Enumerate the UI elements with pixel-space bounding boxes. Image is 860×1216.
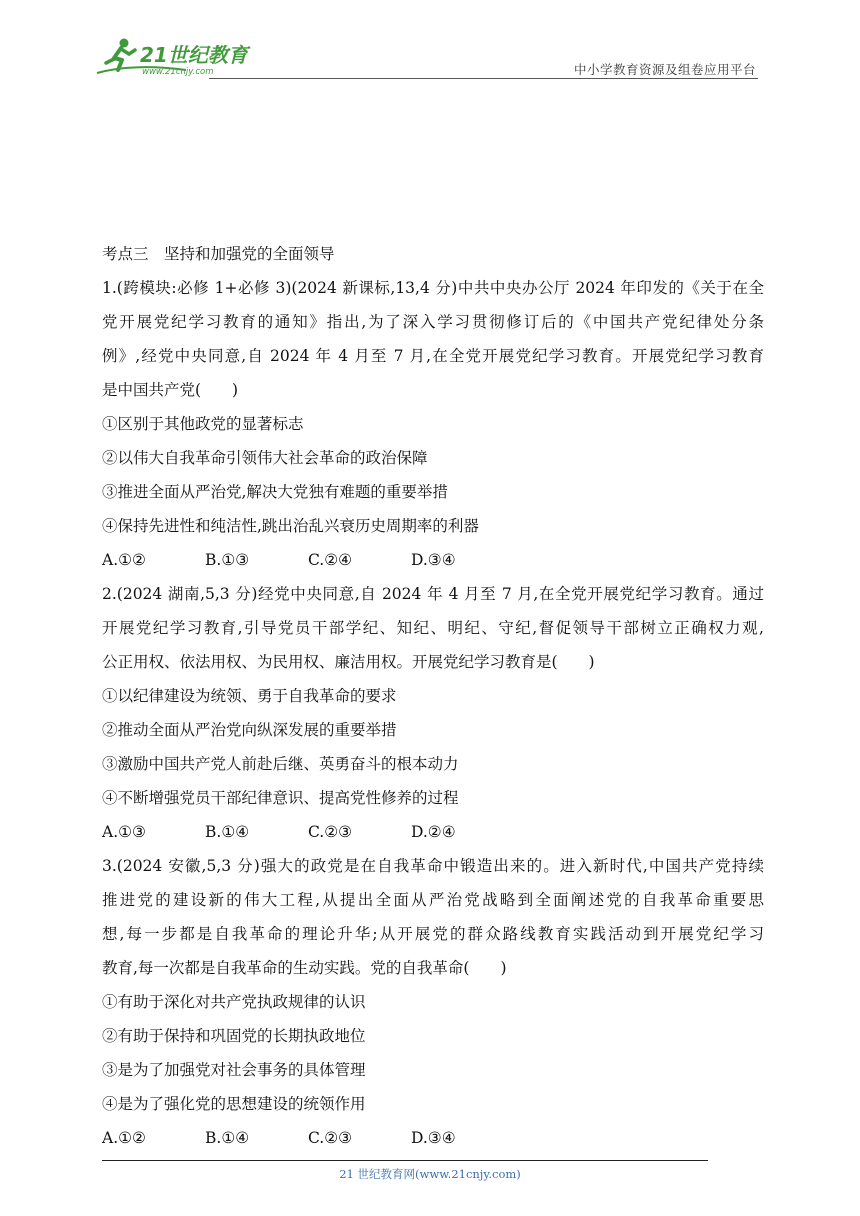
footer-divider xyxy=(102,1160,708,1161)
svg-text:www.21cnjy.com: www.21cnjy.com xyxy=(142,67,214,77)
option-a[interactable]: A.①② xyxy=(102,551,146,569)
statement-item: ④保持先进性和纯洁性,跳出治乱兴衰历史周期率的利器 xyxy=(102,517,479,535)
statement-item: ②以伟大自我革命引领伟大社会革命的政治保障 xyxy=(102,449,428,467)
statement-item: ④不断增强党员干部纪律意识、提高党性修养的过程 xyxy=(102,789,459,807)
answer-options xyxy=(102,1121,764,1155)
option-d[interactable]: D.③④ xyxy=(411,1129,456,1147)
option-c[interactable]: C.②③ xyxy=(308,823,353,841)
question-stem-line: 想,每一步都是自我革命的理论升华;从开展党的群众路线教育实践活动到开展党纪学习 xyxy=(102,925,764,943)
question-2 xyxy=(102,577,764,849)
question-stem-line: 公正用权、依法用权、为民用权、廉洁用权。开展党纪学习教育是( ) xyxy=(102,653,595,671)
question-stem-line: 教育,每一次都是自我革命的生动实践。党的自我革命( ) xyxy=(102,959,507,977)
question-stem-line: 1.(跨模块:必修 1+必修 3)(2024 新课标,13,4 分)中共中央办公厅 2024 年印发的《关于在全 xyxy=(102,279,764,297)
question-3 xyxy=(102,849,764,1155)
question-stem-line: 党开展党纪学习教育的通知》指出,为了深入学习贯彻修订后的《中国共产党纪律处分条 xyxy=(102,313,764,331)
question-stem-line: 开展党纪学习教育,引导党员干部学纪、知纪、明纪、守纪,督促领导干部树立正确权力观, xyxy=(102,619,764,637)
statement-item: ①以纪律建设为统领、勇于自我革命的要求 xyxy=(102,687,397,705)
option-c[interactable]: C.②③ xyxy=(308,1129,353,1147)
question-stem-line: 2.(2024 湖南,5,3 分)经党中央同意,自 2024 年 4 月至 7 月,在全党开展党纪学习教育。通过 xyxy=(102,585,764,603)
question-stem-line: 推进党的建设新的伟大工程,从提出全面从严治党战略到全面阐述党的自我革命重要思 xyxy=(102,891,764,909)
question-content xyxy=(102,237,764,1155)
site-logo[interactable] xyxy=(94,36,269,78)
option-b[interactable]: B.①④ xyxy=(205,823,250,841)
platform-name: 中小学教育资源及组卷应用平台 xyxy=(573,62,756,77)
statement-item: ③激励中国共产党人前赴后继、英勇奋斗的根本动力 xyxy=(102,755,459,773)
answer-options xyxy=(102,815,764,849)
question-1 xyxy=(102,271,764,577)
option-d[interactable]: D.③④ xyxy=(411,551,456,569)
option-b[interactable]: B.①④ xyxy=(205,1129,250,1147)
answer-options xyxy=(102,543,764,577)
statement-item: ①有助于深化对共产党执政规律的认识 xyxy=(102,993,366,1011)
option-b[interactable]: B.①③ xyxy=(205,551,250,569)
statement-item: ②有助于保持和巩固党的长期执政地位 xyxy=(102,1027,366,1045)
option-d[interactable]: D.②④ xyxy=(411,823,456,841)
statement-item: ③推进全面从严治党,解决大党独有难题的重要举措 xyxy=(102,483,448,501)
question-stem-line: 例》,经党中央同意,自 2024 年 4 月至 7 月,在全党开展党纪学习教育。开展党纪学习教育 xyxy=(102,347,764,365)
header-divider xyxy=(209,78,758,79)
statement-item: ①区别于其他政党的显著标志 xyxy=(102,415,304,433)
option-c[interactable]: C.②④ xyxy=(308,551,353,569)
option-a[interactable]: A.①③ xyxy=(102,823,146,841)
svg-text:21世纪教育: 21世纪教育 xyxy=(140,43,248,67)
runner-logo-icon xyxy=(94,36,269,78)
question-stem-line: 3.(2024 安徽,5,3 分)强大的政党是在自我革命中锻造出来的。进入新时代,中国共产党持续 xyxy=(102,857,764,875)
option-a[interactable]: A.①② xyxy=(102,1129,146,1147)
page-header xyxy=(94,36,758,80)
footer-link[interactable]: 21 世纪教育网(www.21cnjy.com) xyxy=(339,1167,521,1181)
section-title: 考点三 坚持和加强党的全面领导 xyxy=(102,245,335,263)
statement-item: ②推动全面从严治党向纵深发展的重要举措 xyxy=(102,721,397,739)
question-stem-line: 是中国共产党( ) xyxy=(102,381,239,399)
statement-item: ④是为了强化党的思想建设的统领作用 xyxy=(102,1095,366,1113)
statement-item: ③是为了加强党对社会事务的具体管理 xyxy=(102,1061,366,1079)
